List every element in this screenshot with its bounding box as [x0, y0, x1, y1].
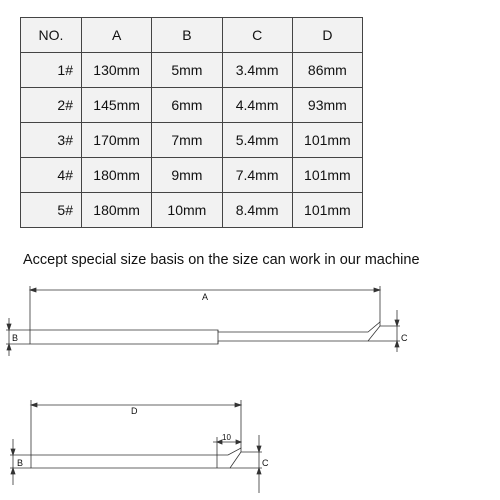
- dimension-label-b: B: [17, 458, 24, 468]
- dimension-label-a: A: [202, 292, 209, 302]
- cell-d: 101mm: [292, 123, 362, 158]
- cell-a: 180mm: [82, 158, 152, 193]
- header-b: B: [152, 18, 222, 53]
- cell-a: 170mm: [82, 123, 152, 158]
- dimension-label-c: C: [262, 458, 269, 468]
- table-row: [21, 88, 363, 123]
- row-no: 2#: [21, 88, 82, 123]
- blade-diagram-long: [0, 280, 500, 365]
- blade-diagram-short: [0, 393, 500, 500]
- row-no: 3#: [21, 123, 82, 158]
- cell-c: 8.4mm: [222, 193, 292, 228]
- header-c: C: [222, 18, 292, 53]
- cell-b: 10mm: [152, 193, 222, 228]
- table-row: [21, 158, 363, 193]
- cell-c: 7.4mm: [222, 158, 292, 193]
- cell-a: 145mm: [82, 88, 152, 123]
- row-no: 5#: [21, 193, 82, 228]
- cell-b: 6mm: [152, 88, 222, 123]
- cell-d: 101mm: [292, 193, 362, 228]
- table-row: [21, 123, 363, 158]
- dimension-label-c: C: [401, 333, 408, 343]
- cell-b: 7mm: [152, 123, 222, 158]
- cell-d: 86mm: [292, 53, 362, 88]
- table-header-row: [21, 18, 363, 53]
- cell-d: 101mm: [292, 158, 362, 193]
- cell-c: 5.4mm: [222, 123, 292, 158]
- header-a: A: [82, 18, 152, 53]
- cell-a: 180mm: [82, 193, 152, 228]
- header-no: NO.: [21, 18, 82, 53]
- row-no: 1#: [21, 53, 82, 88]
- dimension-label-d: D: [131, 406, 138, 416]
- table-row: [21, 53, 363, 88]
- dimension-label-b: B: [12, 333, 19, 343]
- row-no: 4#: [21, 158, 82, 193]
- custom-size-note: Accept special size basis on the size can work in our machine: [23, 252, 420, 268]
- cell-a: 130mm: [82, 53, 152, 88]
- cell-c: 3.4mm: [222, 53, 292, 88]
- cell-d: 93mm: [292, 88, 362, 123]
- cell-c: 4.4mm: [222, 88, 292, 123]
- cell-b: 9mm: [152, 158, 222, 193]
- cell-b: 5mm: [152, 53, 222, 88]
- dimension-label-10: 10: [222, 433, 231, 442]
- header-d: D: [292, 18, 362, 53]
- size-spec-table: [20, 17, 363, 228]
- table-row: [21, 193, 363, 228]
